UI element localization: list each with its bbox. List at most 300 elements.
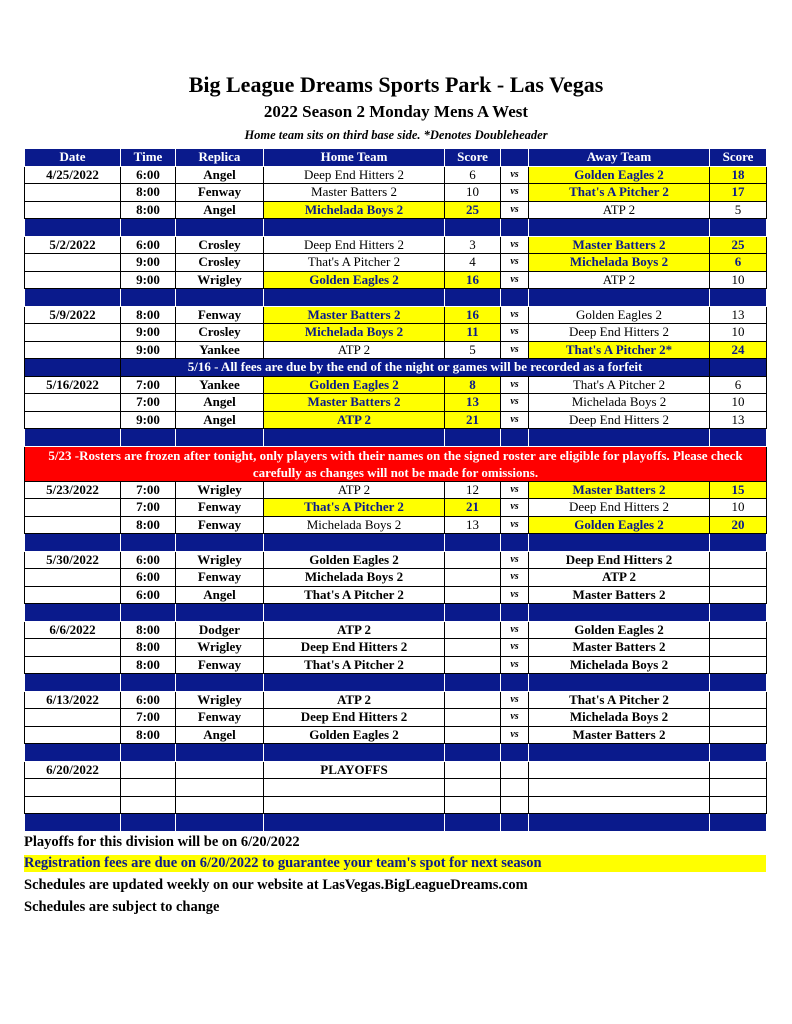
game-time: 6:00 [121, 166, 176, 184]
empty-cell [264, 779, 445, 797]
separator-cell [529, 534, 710, 552]
away-score [710, 551, 767, 569]
separator-cell [501, 534, 529, 552]
empty-cell [176, 761, 264, 779]
header-replica: Replica [176, 149, 264, 167]
separator-cell [176, 219, 264, 237]
game-field: Wrigley [176, 551, 264, 569]
game-field: Fenway [176, 499, 264, 517]
home-team-note: Home team sits on third base side. *Denotes Doubleheader [244, 128, 548, 142]
empty-cell [25, 796, 121, 814]
game-time: 9:00 [121, 324, 176, 342]
separator-cell [529, 814, 710, 832]
game-date: 6/13/2022 [25, 691, 121, 709]
vs-label: vs [501, 709, 529, 727]
empty-cell [710, 779, 767, 797]
game-field: Fenway [176, 569, 264, 587]
game-date [25, 254, 121, 272]
game-row [25, 639, 767, 657]
playoffs-label: PLAYOFFS [264, 761, 445, 779]
separator-cell [25, 604, 121, 622]
separator-cell [529, 604, 710, 622]
home-team: Golden Eagles 2 [264, 271, 445, 289]
separator-cell [176, 289, 264, 307]
game-row [25, 306, 767, 324]
home-score: 12 [445, 481, 501, 499]
game-date: 5/2/2022 [25, 236, 121, 254]
empty-cell [501, 779, 529, 797]
away-score: 13 [710, 411, 767, 429]
header-time: Time [121, 149, 176, 167]
away-team: Golden Eagles 2 [529, 166, 710, 184]
separator-cell [529, 744, 710, 762]
separator-cell [176, 744, 264, 762]
separator-cell [264, 604, 445, 622]
header-home-score: Score [445, 149, 501, 167]
game-date [25, 271, 121, 289]
home-score: 5 [445, 341, 501, 359]
game-time: 9:00 [121, 254, 176, 272]
game-field: Wrigley [176, 481, 264, 499]
vs-label: vs [501, 306, 529, 324]
empty-cell [264, 796, 445, 814]
away-team: Golden Eagles 2 [529, 621, 710, 639]
vs-label: vs [501, 341, 529, 359]
fees-notice: 5/16 - All fees are due by the end of the night or games will be recorded as a forfeit [121, 359, 710, 377]
game-row [25, 691, 767, 709]
separator-cell [529, 674, 710, 692]
separator-cell [710, 219, 767, 237]
separator-cell [501, 429, 529, 447]
footer-website: Schedules are updated weekly on our website at LasVegas.BigLeagueDreams.com [24, 877, 528, 893]
empty-cell [121, 796, 176, 814]
away-team: Golden Eagles 2 [529, 516, 710, 534]
separator-cell [501, 744, 529, 762]
vs-label: vs [501, 516, 529, 534]
game-row [25, 569, 767, 587]
separator-cell [501, 814, 529, 832]
header-vs [501, 149, 529, 167]
fees-notice-row [25, 359, 767, 377]
separator-cell [710, 289, 767, 307]
separator-cell [264, 429, 445, 447]
separator-cell [264, 534, 445, 552]
vs-label: vs [501, 411, 529, 429]
separator-cell [121, 219, 176, 237]
away-score [710, 709, 767, 727]
separator-cell [121, 604, 176, 622]
home-team: Deep End Hitters 2 [264, 236, 445, 254]
home-team: Deep End Hitters 2 [264, 166, 445, 184]
game-field: Wrigley [176, 691, 264, 709]
footer-registration: Registration fees are due on 6/20/2022 to guarantee your team's spot for next season [24, 855, 766, 872]
empty-cell [501, 796, 529, 814]
game-row [25, 201, 767, 219]
home-score: 13 [445, 394, 501, 412]
game-time: 8:00 [121, 516, 176, 534]
game-field: Crosley [176, 236, 264, 254]
separator-cell [176, 429, 264, 447]
away-score [710, 656, 767, 674]
separator-cell [121, 429, 176, 447]
blank-row [25, 779, 767, 797]
game-time: 8:00 [121, 639, 176, 657]
empty-cell [121, 761, 176, 779]
home-score [445, 639, 501, 657]
separator-cell [445, 604, 501, 622]
away-score: 10 [710, 271, 767, 289]
away-team: Michelada Boys 2 [529, 709, 710, 727]
home-score: 16 [445, 271, 501, 289]
game-field: Crosley [176, 254, 264, 272]
separator-cell [121, 289, 176, 307]
vs-label: vs [501, 324, 529, 342]
separator-cell [25, 534, 121, 552]
away-team: Golden Eagles 2 [529, 306, 710, 324]
game-field: Fenway [176, 184, 264, 202]
vs-label: vs [501, 639, 529, 657]
away-team: That's A Pitcher 2* [529, 341, 710, 359]
page-subtitle: 2022 Season 2 Monday Mens A West [263, 102, 529, 121]
game-row [25, 586, 767, 604]
away-score: 10 [710, 324, 767, 342]
game-time: 6:00 [121, 569, 176, 587]
game-date [25, 184, 121, 202]
separator-cell [121, 744, 176, 762]
away-score: 25 [710, 236, 767, 254]
home-score: 13 [445, 516, 501, 534]
notice-spacer [710, 359, 767, 377]
game-date: 5/23/2022 [25, 481, 121, 499]
game-time: 9:00 [121, 411, 176, 429]
home-score: 6 [445, 166, 501, 184]
away-team: Deep End Hitters 2 [529, 324, 710, 342]
home-score [445, 656, 501, 674]
separator-cell [529, 289, 710, 307]
vs-label: vs [501, 656, 529, 674]
notice-spacer [25, 359, 121, 377]
header-home-team: Home Team [264, 149, 445, 167]
game-row [25, 236, 767, 254]
separator-cell [445, 744, 501, 762]
away-team: Deep End Hitters 2 [529, 499, 710, 517]
home-score: 4 [445, 254, 501, 272]
separator-cell [445, 814, 501, 832]
table-header [25, 149, 767, 167]
empty-cell [176, 796, 264, 814]
empty-cell [501, 761, 529, 779]
away-team: Master Batters 2 [529, 481, 710, 499]
separator-cell [529, 219, 710, 237]
game-time: 7:00 [121, 499, 176, 517]
separator-cell [121, 814, 176, 832]
game-field: Angel [176, 411, 264, 429]
home-team: Michelada Boys 2 [264, 201, 445, 219]
game-date: 6/6/2022 [25, 621, 121, 639]
home-score: 16 [445, 306, 501, 324]
game-date [25, 639, 121, 657]
separator-cell [264, 674, 445, 692]
game-field: Fenway [176, 656, 264, 674]
home-score [445, 569, 501, 587]
empty-cell [710, 761, 767, 779]
away-score [710, 726, 767, 744]
separator-cell [501, 289, 529, 307]
game-row [25, 271, 767, 289]
home-team: Deep End Hitters 2 [264, 709, 445, 727]
home-team: ATP 2 [264, 481, 445, 499]
game-row [25, 551, 767, 569]
away-score [710, 621, 767, 639]
separator-cell [25, 429, 121, 447]
away-team: That's A Pitcher 2 [529, 691, 710, 709]
game-time: 9:00 [121, 341, 176, 359]
separator-cell [710, 814, 767, 832]
game-date: 6/20/2022 [25, 761, 121, 779]
game-time: 7:00 [121, 709, 176, 727]
game-row [25, 709, 767, 727]
separator-cell [264, 219, 445, 237]
game-date [25, 726, 121, 744]
game-field: Yankee [176, 341, 264, 359]
away-team: Michelada Boys 2 [529, 656, 710, 674]
game-time: 8:00 [121, 726, 176, 744]
away-team: Master Batters 2 [529, 236, 710, 254]
away-score [710, 691, 767, 709]
vs-label: vs [501, 621, 529, 639]
separator-cell [710, 429, 767, 447]
separator-cell [176, 814, 264, 832]
away-score: 17 [710, 184, 767, 202]
away-score: 6 [710, 254, 767, 272]
away-score: 24 [710, 341, 767, 359]
game-time: 9:00 [121, 271, 176, 289]
vs-label: vs [501, 691, 529, 709]
game-date [25, 709, 121, 727]
home-score: 25 [445, 201, 501, 219]
week-separator [25, 674, 767, 692]
separator-cell [176, 674, 264, 692]
home-score [445, 621, 501, 639]
week-separator [25, 814, 767, 832]
separator-cell [176, 534, 264, 552]
home-team: ATP 2 [264, 341, 445, 359]
away-team: Michelada Boys 2 [529, 394, 710, 412]
separator-cell [176, 604, 264, 622]
game-date: 5/9/2022 [25, 306, 121, 324]
away-team: Deep End Hitters 2 [529, 551, 710, 569]
week-separator [25, 219, 767, 237]
home-team: ATP 2 [264, 691, 445, 709]
away-team: Master Batters 2 [529, 586, 710, 604]
game-date [25, 411, 121, 429]
game-row [25, 341, 767, 359]
game-field: Angel [176, 726, 264, 744]
header-away-score: Score [710, 149, 767, 167]
game-field: Angel [176, 586, 264, 604]
empty-cell [529, 779, 710, 797]
vs-label: vs [501, 184, 529, 202]
away-team: Master Batters 2 [529, 726, 710, 744]
away-team: Deep End Hitters 2 [529, 411, 710, 429]
game-row [25, 499, 767, 517]
week-separator [25, 289, 767, 307]
home-score: 10 [445, 184, 501, 202]
separator-cell [710, 604, 767, 622]
home-team: That's A Pitcher 2 [264, 586, 445, 604]
game-row [25, 481, 767, 499]
away-team: Master Batters 2 [529, 639, 710, 657]
home-score: 3 [445, 236, 501, 254]
home-score [445, 586, 501, 604]
empty-cell [25, 779, 121, 797]
game-time: 8:00 [121, 656, 176, 674]
separator-cell [710, 674, 767, 692]
game-field: Crosley [176, 324, 264, 342]
home-team: Golden Eagles 2 [264, 726, 445, 744]
game-time: 6:00 [121, 691, 176, 709]
away-score: 5 [710, 201, 767, 219]
game-field: Wrigley [176, 639, 264, 657]
game-date [25, 586, 121, 604]
empty-cell [176, 779, 264, 797]
game-row [25, 516, 767, 534]
away-team: That's A Pitcher 2 [529, 376, 710, 394]
home-team: Golden Eagles 2 [264, 551, 445, 569]
home-team: ATP 2 [264, 621, 445, 639]
home-team: Deep End Hitters 2 [264, 639, 445, 657]
roster-notice: 5/23 -Rosters are frozen after tonight, only players with their names on the signed roster are eligible for playoffs. Please check carefully as changes will not be made for omissions. [25, 446, 767, 481]
vs-label: vs [501, 481, 529, 499]
vs-label: vs [501, 201, 529, 219]
game-field: Angel [176, 201, 264, 219]
separator-cell [25, 744, 121, 762]
header-date: Date [25, 149, 121, 167]
home-score [445, 726, 501, 744]
week-separator [25, 744, 767, 762]
footer-subject-to-change: Schedules are subject to change [24, 899, 220, 915]
separator-cell [445, 289, 501, 307]
schedule-table [24, 148, 767, 832]
away-score: 15 [710, 481, 767, 499]
home-team: Master Batters 2 [264, 394, 445, 412]
home-score: 21 [445, 499, 501, 517]
separator-cell [264, 744, 445, 762]
home-score [445, 551, 501, 569]
empty-cell [529, 761, 710, 779]
separator-cell [501, 674, 529, 692]
away-team: ATP 2 [529, 271, 710, 289]
vs-label: vs [501, 236, 529, 254]
away-score: 10 [710, 394, 767, 412]
game-field: Angel [176, 166, 264, 184]
home-team: Master Batters 2 [264, 306, 445, 324]
vs-label: vs [501, 499, 529, 517]
game-field: Angel [176, 394, 264, 412]
separator-cell [25, 674, 121, 692]
game-field: Fenway [176, 306, 264, 324]
home-team: Michelada Boys 2 [264, 516, 445, 534]
home-team: Master Batters 2 [264, 184, 445, 202]
vs-label: vs [501, 569, 529, 587]
separator-cell [445, 534, 501, 552]
away-score [710, 586, 767, 604]
empty-cell [529, 796, 710, 814]
away-team: ATP 2 [529, 569, 710, 587]
game-date [25, 324, 121, 342]
separator-cell [501, 604, 529, 622]
home-team: That's A Pitcher 2 [264, 254, 445, 272]
vs-label: vs [501, 394, 529, 412]
game-date [25, 341, 121, 359]
home-team: That's A Pitcher 2 [264, 499, 445, 517]
away-score: 6 [710, 376, 767, 394]
empty-cell [121, 779, 176, 797]
separator-cell [264, 289, 445, 307]
empty-cell [445, 796, 501, 814]
game-date: 5/30/2022 [25, 551, 121, 569]
blank-row [25, 796, 767, 814]
home-team: Michelada Boys 2 [264, 324, 445, 342]
game-date: 4/25/2022 [25, 166, 121, 184]
game-field: Dodger [176, 621, 264, 639]
game-row [25, 184, 767, 202]
separator-cell [121, 534, 176, 552]
footer-playoffs: Playoffs for this division will be on 6/20/2022 [24, 834, 300, 850]
game-time: 7:00 [121, 481, 176, 499]
away-team: Michelada Boys 2 [529, 254, 710, 272]
home-score [445, 709, 501, 727]
vs-label: vs [501, 376, 529, 394]
home-team: That's A Pitcher 2 [264, 656, 445, 674]
separator-cell [264, 814, 445, 832]
vs-label: vs [501, 254, 529, 272]
away-score: 18 [710, 166, 767, 184]
game-row [25, 166, 767, 184]
separator-cell [25, 814, 121, 832]
away-score [710, 639, 767, 657]
home-score: 21 [445, 411, 501, 429]
separator-cell [445, 674, 501, 692]
separator-cell [501, 219, 529, 237]
away-score [710, 569, 767, 587]
home-score: 8 [445, 376, 501, 394]
game-row [25, 324, 767, 342]
separator-cell [25, 289, 121, 307]
separator-cell [121, 674, 176, 692]
away-team: ATP 2 [529, 201, 710, 219]
game-row [25, 411, 767, 429]
away-score: 13 [710, 306, 767, 324]
vs-label: vs [501, 271, 529, 289]
game-time: 8:00 [121, 306, 176, 324]
game-date [25, 499, 121, 517]
home-score [445, 691, 501, 709]
away-score: 20 [710, 516, 767, 534]
away-team: That's A Pitcher 2 [529, 184, 710, 202]
game-date [25, 516, 121, 534]
week-separator [25, 534, 767, 552]
game-field: Wrigley [176, 271, 264, 289]
home-team: Michelada Boys 2 [264, 569, 445, 587]
home-team: ATP 2 [264, 411, 445, 429]
roster-notice-row [25, 446, 767, 481]
game-date [25, 394, 121, 412]
game-time: 7:00 [121, 376, 176, 394]
game-time: 6:00 [121, 551, 176, 569]
game-row [25, 621, 767, 639]
game-field: Fenway [176, 516, 264, 534]
